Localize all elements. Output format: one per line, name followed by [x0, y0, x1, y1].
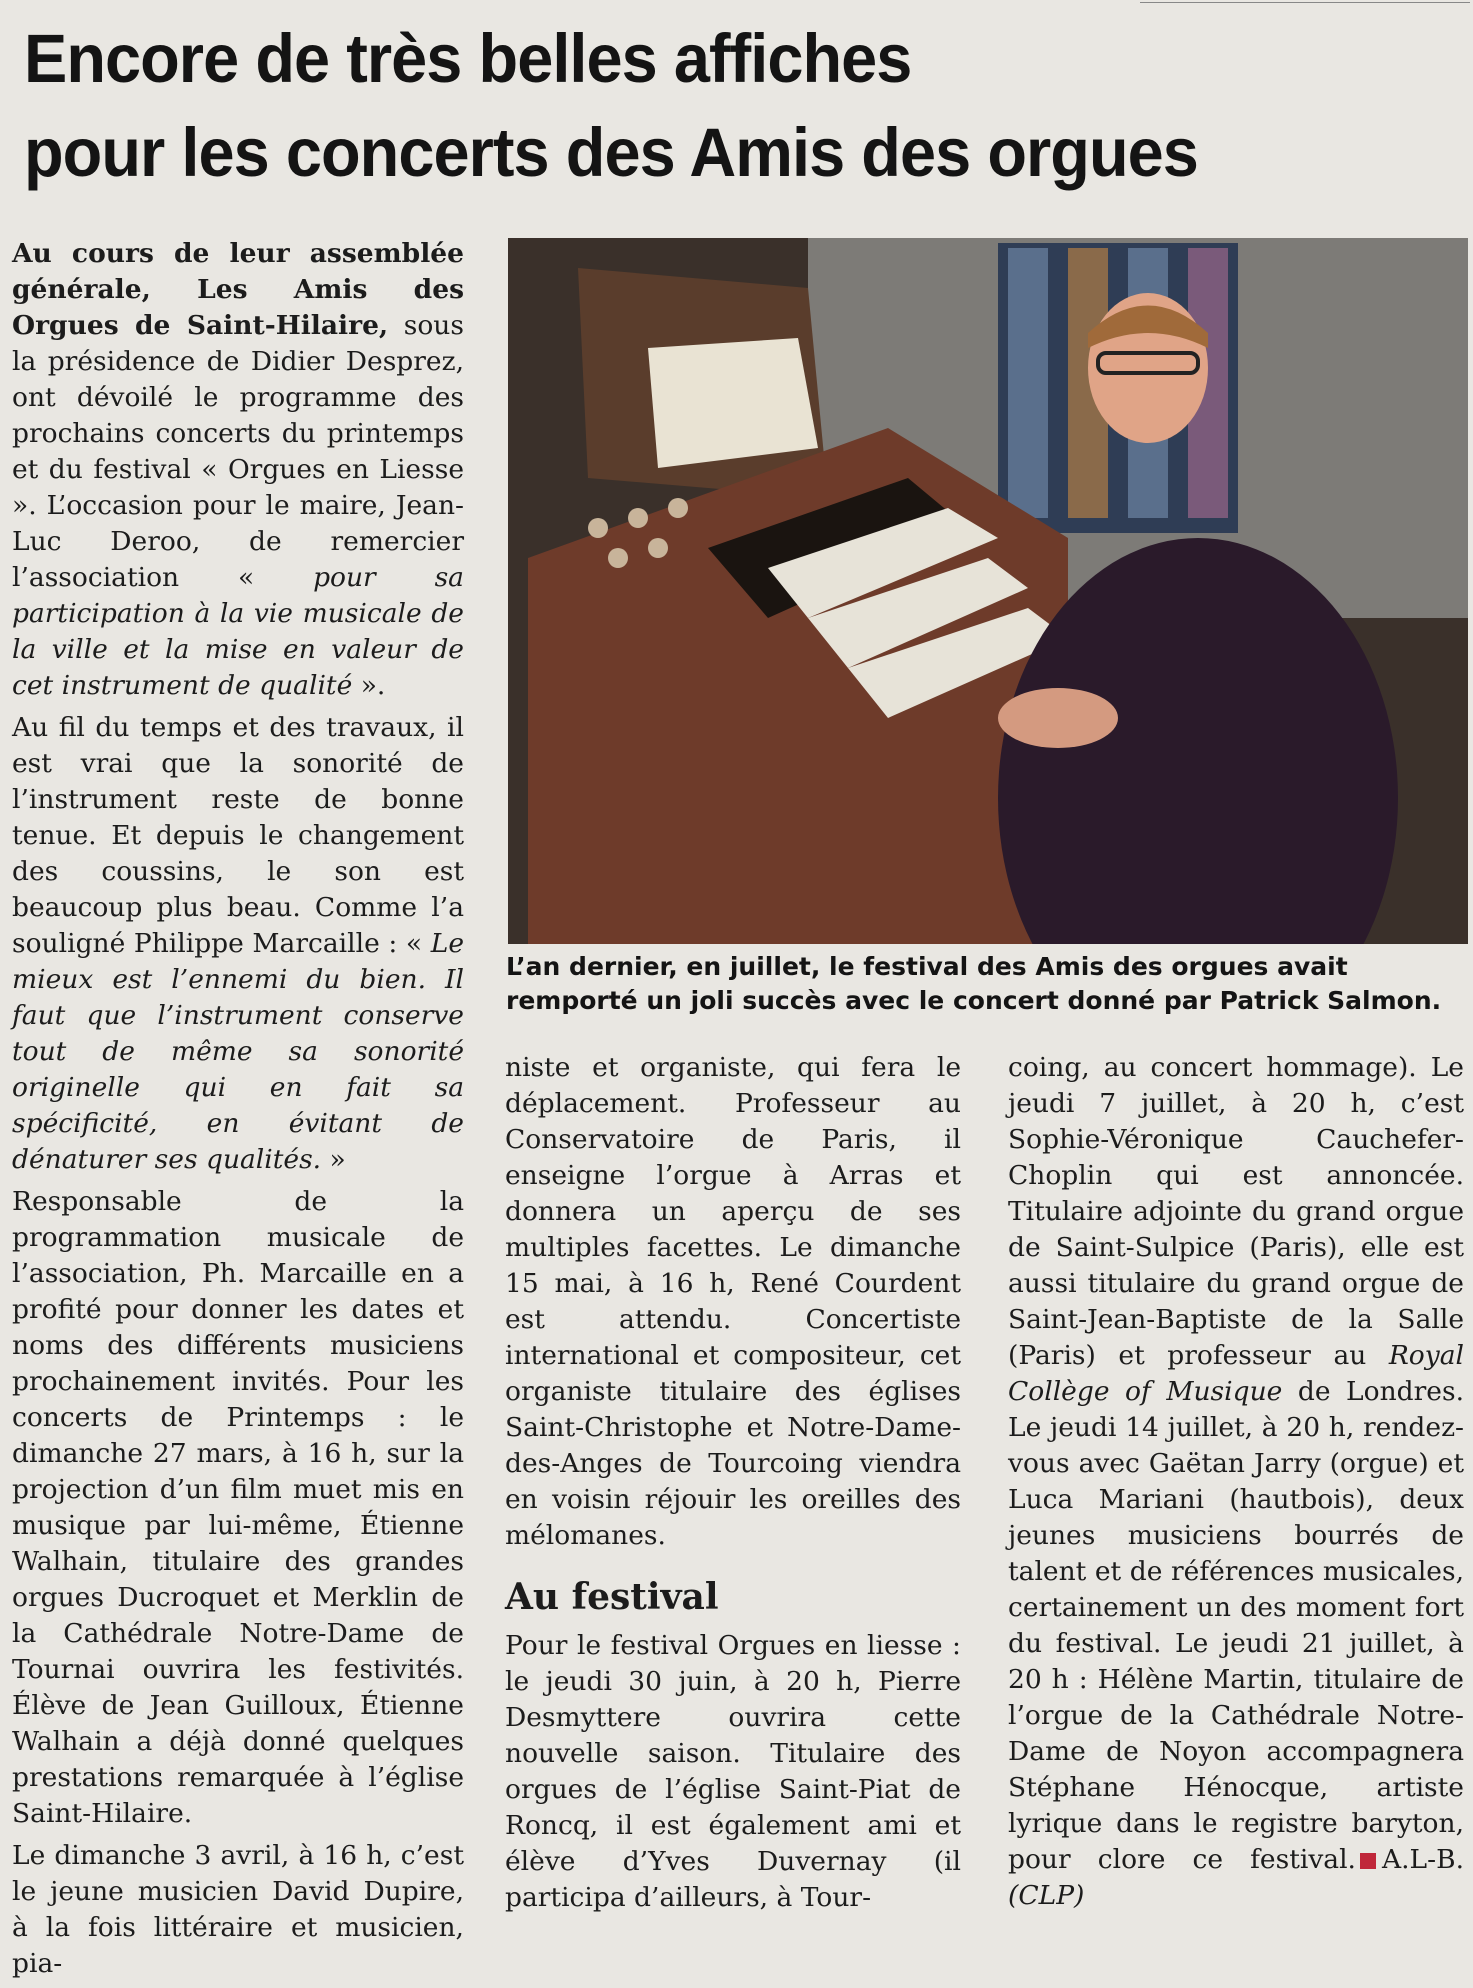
paragraph-sound [12, 710, 464, 1178]
paragraph-april: Le dimanche 3 avril, à 16 h, c’est le jeune musicien David Dupire, à la fois littéraire et musicien, pia- [12, 1840, 464, 1979]
college-name: Royal Collège of Musique [1008, 1340, 1464, 1407]
caption-line-2: remporté un joli succès avec le concert donné par Patrick Salmon. [506, 986, 1442, 1015]
article-column-1 [12, 236, 464, 1988]
paragraph-programme: Responsable de la programmation musicale de l’association, Ph. Marcaille en a profité pour donner les dates et noms des différents musiciens prochainement invités. Pour les concerts de Printemps : le dimanche 27 mars, à 16 h, sur la projection d’un film muet mis en musique par lui-même, Étienne Walhain, titulaire des grandes orgues Ducroquet et Merklin de la Cathédrale Notre-Dame de Tournai ouvrira les festivités. Élève de Jean Guilloux, Étienne Walhain a déjà donné quelques prestations remarquée à l’église Saint-Hilaire. [12, 1186, 464, 1829]
article-column-3 [1008, 1050, 1464, 1920]
photo-caption [506, 950, 1466, 1018]
caption-line-1: L’an dernier, en juillet, le festival des Amis des orgues avait [506, 952, 1348, 981]
intro-paragraph [12, 236, 464, 704]
intro-lead: Au cours de leur assemblée générale, Les Amis des Orgues de Saint-Hilaire, [12, 238, 464, 341]
headline [24, 12, 1378, 200]
intro-text: sous la présidence de Didier Desprez, ont dévoilé le programme des prochains concerts du printemps et du festival « Orgues en Liesse ». L’occasion pour le maire, Jean-Luc Deroo, de remercier l’association « [12, 310, 464, 593]
marcaille-quote: Le mieux est l’ennemi du bien. Il faut que l’instrument conserve tout de même sa sonorité originelle qui en fait sa spécificité, en évitant de dénaturer ses qualités. [12, 928, 464, 1175]
july-text: coing, au concert hommage). Le jeudi 7 juillet, à 20 h, c’est Sophie-Véronique Cauchefer-Choplin qui est annoncée. Titulaire adjointe du grand orgue de Saint-Sulpice (Paris), elle est aussi titulaire du grand orgue de Saint-Jean-Baptiste de la Salle (Paris) et professeur au [1008, 1052, 1464, 1371]
organ-photo-illustration [508, 238, 1468, 944]
organ-photo [508, 238, 1468, 944]
paragraph-may: niste et organiste, qui fera le déplacement. Professeur au Conservatoire de Paris, il enseigne l’orgue à Arras et donnera un aperçu de ses multiples facettes. Le dimanche 15 mai, à 16 h, René Courdent est attendu. Concertiste international et compositeur, cet organiste titulaire des églises Saint-Christophe et Notre-Dame-des-Anges de Tourcoing viendra en voisin réjouir les oreilles des mélomanes. [505, 1052, 961, 1551]
july-text-rest: de Londres. Le jeudi 14 juillet, à 20 h, rendez-vous avec Gaëtan Jarry (orgue) et Luca Mariani (hautbois), deux jeunes musiciens bourrés de talent et de références musicales, certainement un des moment fort du festival. Le jeudi 21 juillet, à 20 h : Hélène Martin, titulaire de l’orgue de la Cathédrale Notre-Dame de Noyon accompagnera Stéphane Hénocque, artiste lyrique dans le registre baryton, pour clore ce festival. [1008, 1376, 1464, 1875]
headline-line-2: pour les concerts des Amis des orgues [24, 114, 1198, 191]
article-column-2 [505, 1050, 961, 1922]
sound-text: Au fil du temps et des travaux, il est vrai que la sonorité de l’instrument reste de bonne tenue. Et depuis le changement des coussins, le son est beaucoup plus beau. Comme l’a souligné Philippe Marcaille : « [12, 712, 464, 959]
paragraph-festival: Pour le festival Orgues en liesse : le jeudi 30 juin, à 20 h, Pierre Desmyttere ouvrira cette nouvelle saison. Titulaire des orgues de l’église Saint-Piat de Roncq, il est également ami et élève d’Yves Duvernay (il participa d’ailleurs, à Tour- [505, 1630, 961, 1913]
author-signature: A.L-B. [1381, 1844, 1464, 1875]
paragraph-july [1008, 1050, 1464, 1914]
quote-close: ». [352, 670, 386, 701]
quote-close-2: » [321, 1144, 346, 1175]
credit: (CLP) [1008, 1880, 1085, 1911]
subhead-au-festival: Au festival [505, 1576, 719, 1618]
top-rule [1140, 2, 1470, 3]
headline-line-1: Encore de très belles affiches [24, 20, 912, 97]
mayor-quote: pour sa participation à la vie musicale de la ville et la mise en valeur de cet instrument de qualité [12, 562, 464, 701]
end-mark-icon [1360, 1853, 1376, 1869]
